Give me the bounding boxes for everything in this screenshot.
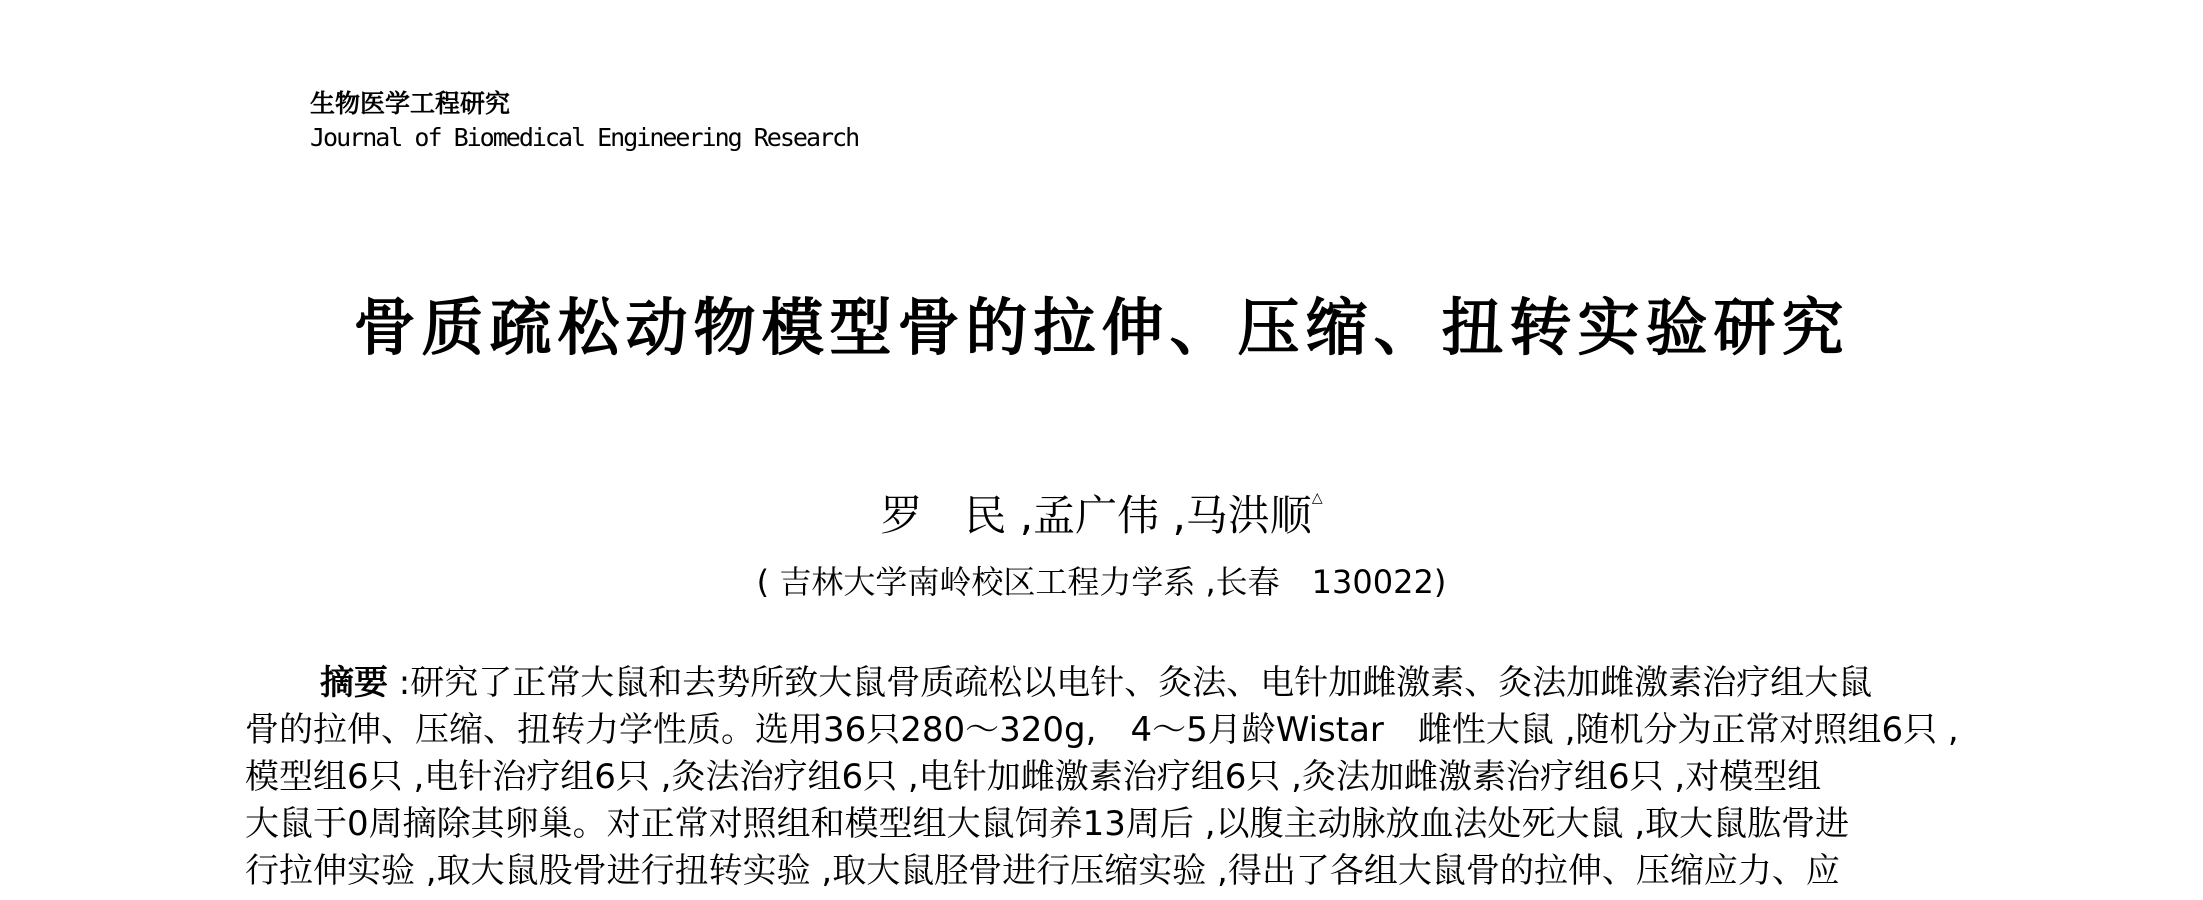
author-names: 罗 民 ,孟广伟 ,马洪顺 <box>880 491 1312 540</box>
abstract-line-text: :研究了正常大鼠和去势所致大鼠骨质疏松以电针、灸法、电针加雌激素、灸法加雌激素治疗组大鼠 <box>388 663 1873 703</box>
abstract <box>245 660 1995 895</box>
journal-name-english: Journal of Biomedical Engineering Research <box>310 123 859 152</box>
journal-name-chinese: 生物医学工程研究 <box>310 89 511 118</box>
abstract-line: 行拉伸实验 ,取大鼠股骨进行扭转实验 ,取大鼠胫骨进行压缩实验 ,得出了各组大鼠骨的拉伸、压缩应力、应 <box>245 851 1840 891</box>
abstract-line: 模型组6只 ,电针治疗组6只 ,灸法治疗组6只 ,电针加雌激素治疗组6只 ,灸法加雌激素治疗组6只 ,对模型组 <box>245 757 1822 797</box>
abstract-line: 骨的拉伸、压缩、扭转力学性质。选用36只280～320g, 4～5月龄Wistar 雌性大鼠 ,随机分为正常对照组6只 , <box>245 710 1959 750</box>
author-list <box>0 488 2203 544</box>
article-title: 骨质疏松动物模型骨的拉伸、压缩、扭转实验研究 <box>353 291 1850 364</box>
abstract-line <box>245 660 1995 707</box>
abstract-label: 摘要 <box>320 663 388 703</box>
abstract-line: 大鼠于0周摘除其卵巢。对正常对照组和模型组大鼠饲养13周后 ,以腹主动脉放血法处死大鼠 ,取大鼠肱骨进 <box>245 804 1850 844</box>
author-affiliation: ( 吉林大学南岭校区工程力学系 ,长春 130022) <box>756 563 1447 601</box>
corresponding-author-mark: △ <box>1311 490 1323 506</box>
